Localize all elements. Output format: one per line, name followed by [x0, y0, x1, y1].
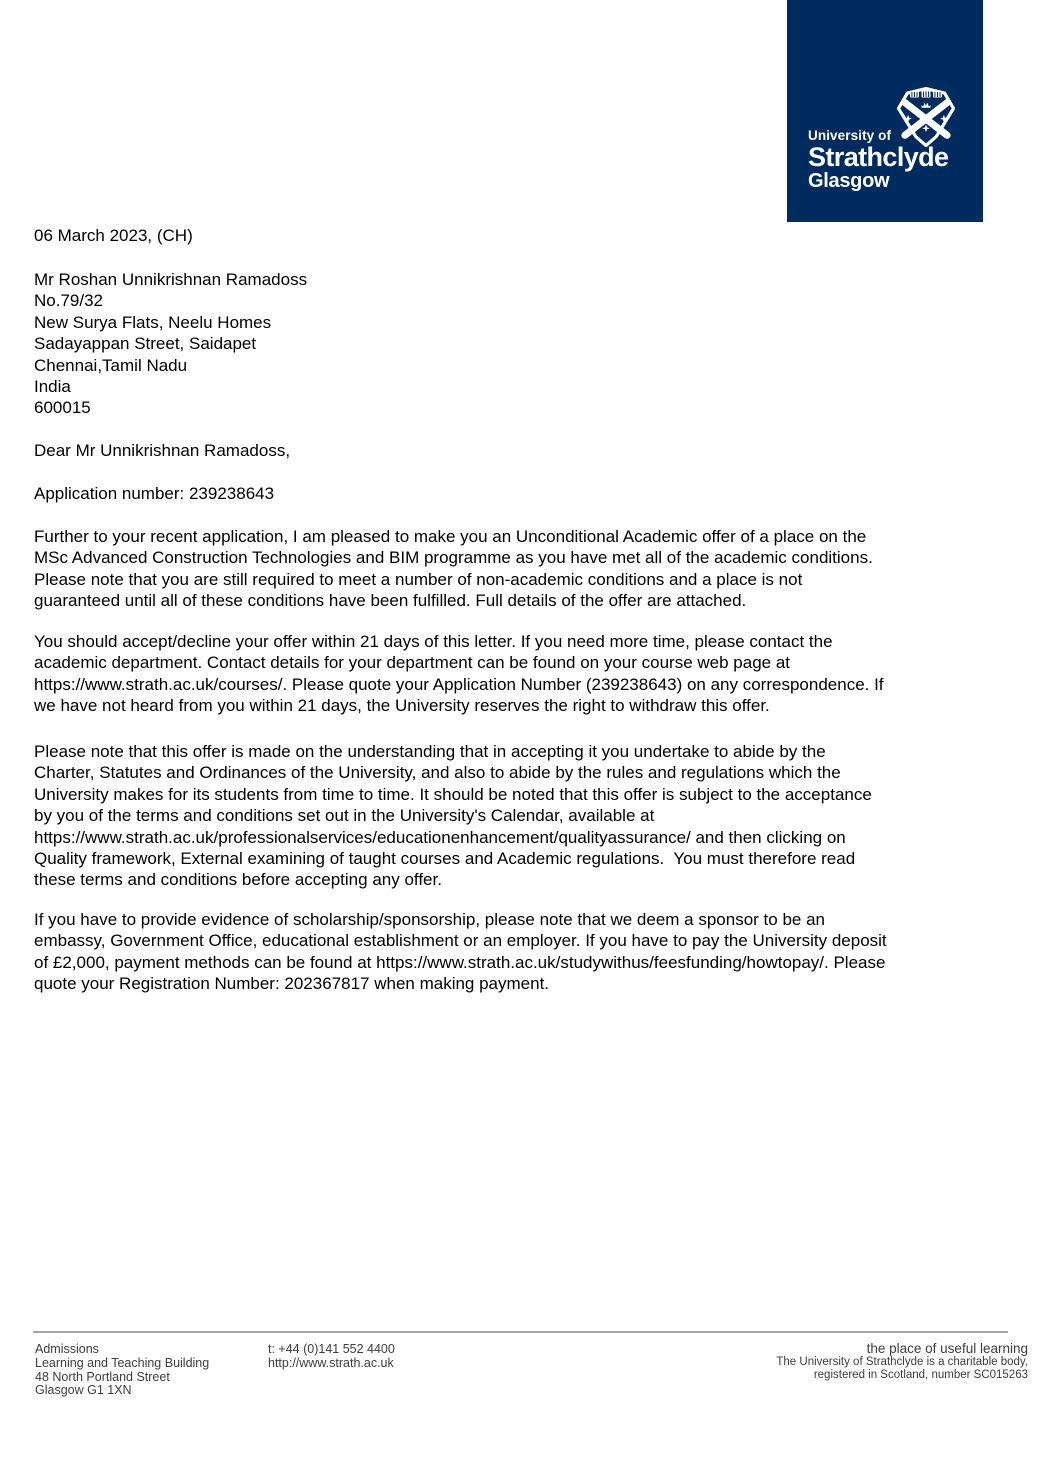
footer-divider: [33, 1331, 1008, 1333]
body-paragraph-accept-decline: You should accept/decline your offer within 21 days of this letter. If you need more time, please contact the academic department. Contact details for your department can be found on your course web page at https://www.strath.ac.uk/courses/. Please quote your Application Number (239238643) on any correspondence. If we have not heard from you within 21 days, the University reserves the right to withdraw this offer.: [34, 632, 884, 716]
logo-strathclyde: Strathclyde: [808, 142, 949, 172]
logo-wordmark: [808, 127, 948, 193]
body-paragraph-offer: Further to your recent application, I am pleased to make you an Unconditional Academic offer of a place on the MSc Advanced Construction Technologies and BIM programme as you have met all of the academic conditions. Please note that you are still required to meet a number of non-academic conditions and a place is not guaranteed until all of these conditions have been fulfilled. Full details of the offer are attached.: [34, 527, 873, 611]
footer-contact: t: +44 (0)141 552 4400 http://www.strath.ac.uk: [268, 1342, 395, 1370]
body-paragraph-sponsorship: If you have to provide evidence of scholarship/sponsorship, please note that we deem a sponsor to be an embassy, Government Office, educational establishment or an employer. If you have to pay the University deposit of £2,000, payment methods can be found at https://www.strath.ac.uk/studywithus/feesfunding/howtopay/. Please quote your Registration Number: 202367817 when making payment.: [34, 910, 887, 994]
salutation: Dear Mr Unnikrishnan Ramadoss,: [34, 441, 291, 460]
letterhead-logo: [787, 0, 983, 222]
body-paragraph-terms: Please note that this offer is made on the understanding that in accepting it you undertake to abide by the Charter, Statutes and Ordinances of the University, and also to abide by the rules and regulations which the University makes for its students from time to time. It should be noted that this offer is subject to the acceptance by you of the terms and conditions set out in the University's Calendar, available at https://www.strath.ac.uk/professionalservices/educationenhancement/qualityassurance/ and then clicking on Quality framework, External examining of taught courses and Academic regulations. You must therefore read these terms and conditions before accepting any offer.: [34, 742, 872, 890]
application-number-line: Application number: 239238643: [34, 484, 275, 503]
recipient-address: Mr Roshan Unnikrishnan Ramadoss No.79/32 New Surya Flats, Neelu Homes Sadayappan Street, Saidapet Chennai,Tamil Nadu India 600015: [34, 270, 308, 418]
footer-tagline: the place of useful learning: [866, 1341, 1028, 1356]
footer-address: Admissions Learning and Teaching Building 48 North Portland Street Glasgow G1 1XN: [35, 1342, 210, 1398]
logo-university-of: University of: [808, 128, 892, 143]
footer-charity-info: The University of Strathclyde is a charitable body, registered in Scotland, number SC015263: [776, 1356, 1028, 1381]
logo-glasgow: Glasgow: [808, 170, 890, 192]
footer-right-block: [776, 1341, 1028, 1382]
date-line: 06 March 2023, (CH): [34, 226, 193, 245]
